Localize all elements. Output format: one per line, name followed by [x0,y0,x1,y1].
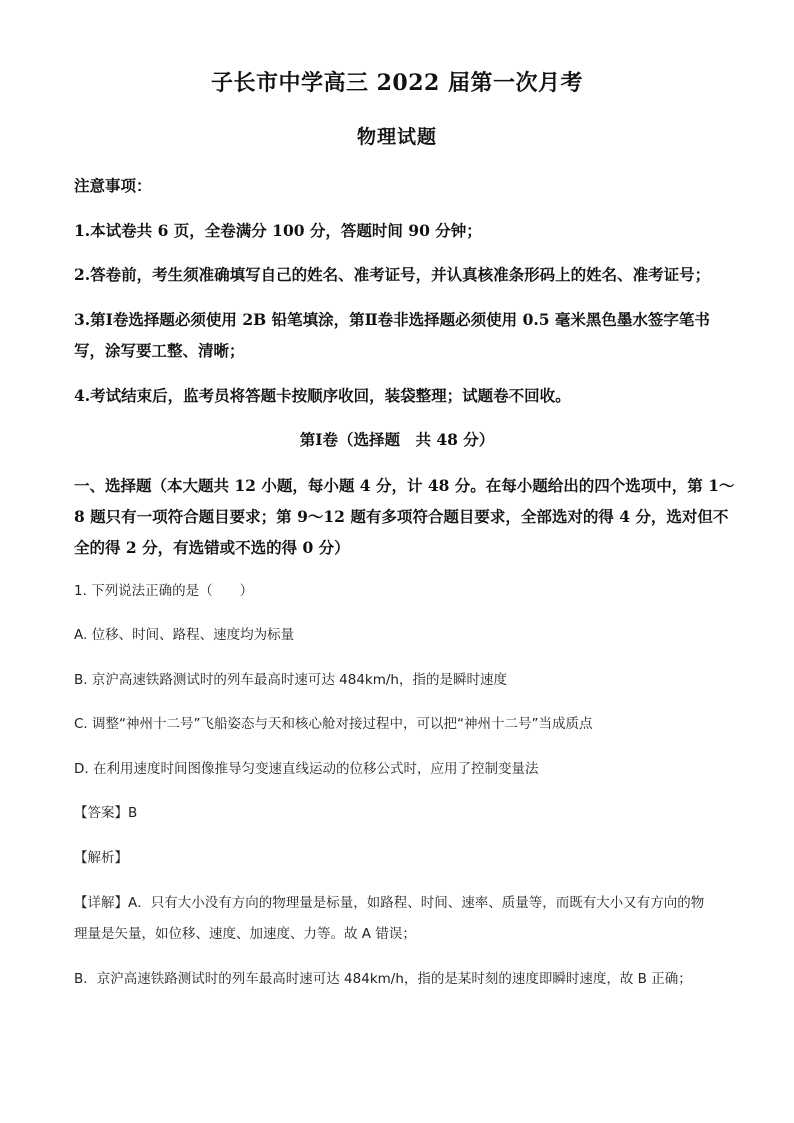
question-1-option-a: A. 位移、时间、路程、速度均为标量 [74,627,295,643]
exam-title: 子长市中学高三 2022 届第一次月考 [210,70,584,96]
answer-value: B [128,805,138,821]
section-instructions-1: 一、选择题（本大题共 12 小题，每小题 4 分，计 48 分。在每小题给出的四个选项中，第 1～ [74,476,735,495]
note-item-3-cont: 写，涂写要工整、清晰； [74,341,245,360]
detail-line-3: B．京沪高速铁路测试时的列车最高时速可达 484km/h，指的是某时刻的速度即瞬时速度，故 B 正确； [74,971,692,987]
subject-title: 物理试题 [356,126,437,148]
answer-line [74,807,137,821]
analysis-label: 【解析】 [74,850,128,866]
notes-heading: 注意事项： [74,176,152,195]
detail-line-2: 理量是矢量，如位移、速度、加速度、力等。故 A 错误； [74,926,416,942]
section-instructions-3: 全的得 2 分，有选错或不选的得 0 分） [74,538,350,557]
section-title: 第Ⅰ卷（选择题 共 48 分） [299,430,495,449]
note-item-2: 2.答卷前，考生须准确填写自己的姓名、准考证号，并认真核准条形码上的姓名、准考证号； [74,265,711,284]
detail-line-1: 【详解】A．只有大小没有方向的物理量是标量，如路程、时间、速率、质量等，而既有大小又有方向的物 [74,895,705,911]
section-instructions-2: 8 题只有一项符合题目要求；第 9～12 题有多项符合题目要求，全部选对的得 4 分，选对但不 [74,507,729,526]
question-1-stem: 1. 下列说法正确的是（ ） [74,583,254,599]
note-item-4: 4.考试结束后，监考员将答题卡按顺序收回，装袋整理；试题卷不回收。 [74,386,571,405]
question-1-option-b: B. 京沪高速铁路测试时的列车最高时速可达 484km/h，指的是瞬时速度 [74,672,507,688]
note-item-3: 3.第Ⅰ卷选择题必须使用 2B 铅笔填涂，第Ⅱ卷非选择题必须使用 0.5 毫米黑色墨水签字笔书 [74,310,710,329]
question-1-option-c: C. 调整“神州十二号”飞船姿态与天和核心舱对接过程中，可以把“神州十二号”当成质点 [74,716,593,732]
question-1-option-d: D. 在利用速度时间图像推导匀变速直线运动的位移公式时，应用了控制变量法 [74,761,539,777]
note-item-1: 1.本试卷共 6 页，全卷满分 100 分，答题时间 90 分钟； [74,221,482,240]
answer-label: 【答案】 [74,805,128,821]
